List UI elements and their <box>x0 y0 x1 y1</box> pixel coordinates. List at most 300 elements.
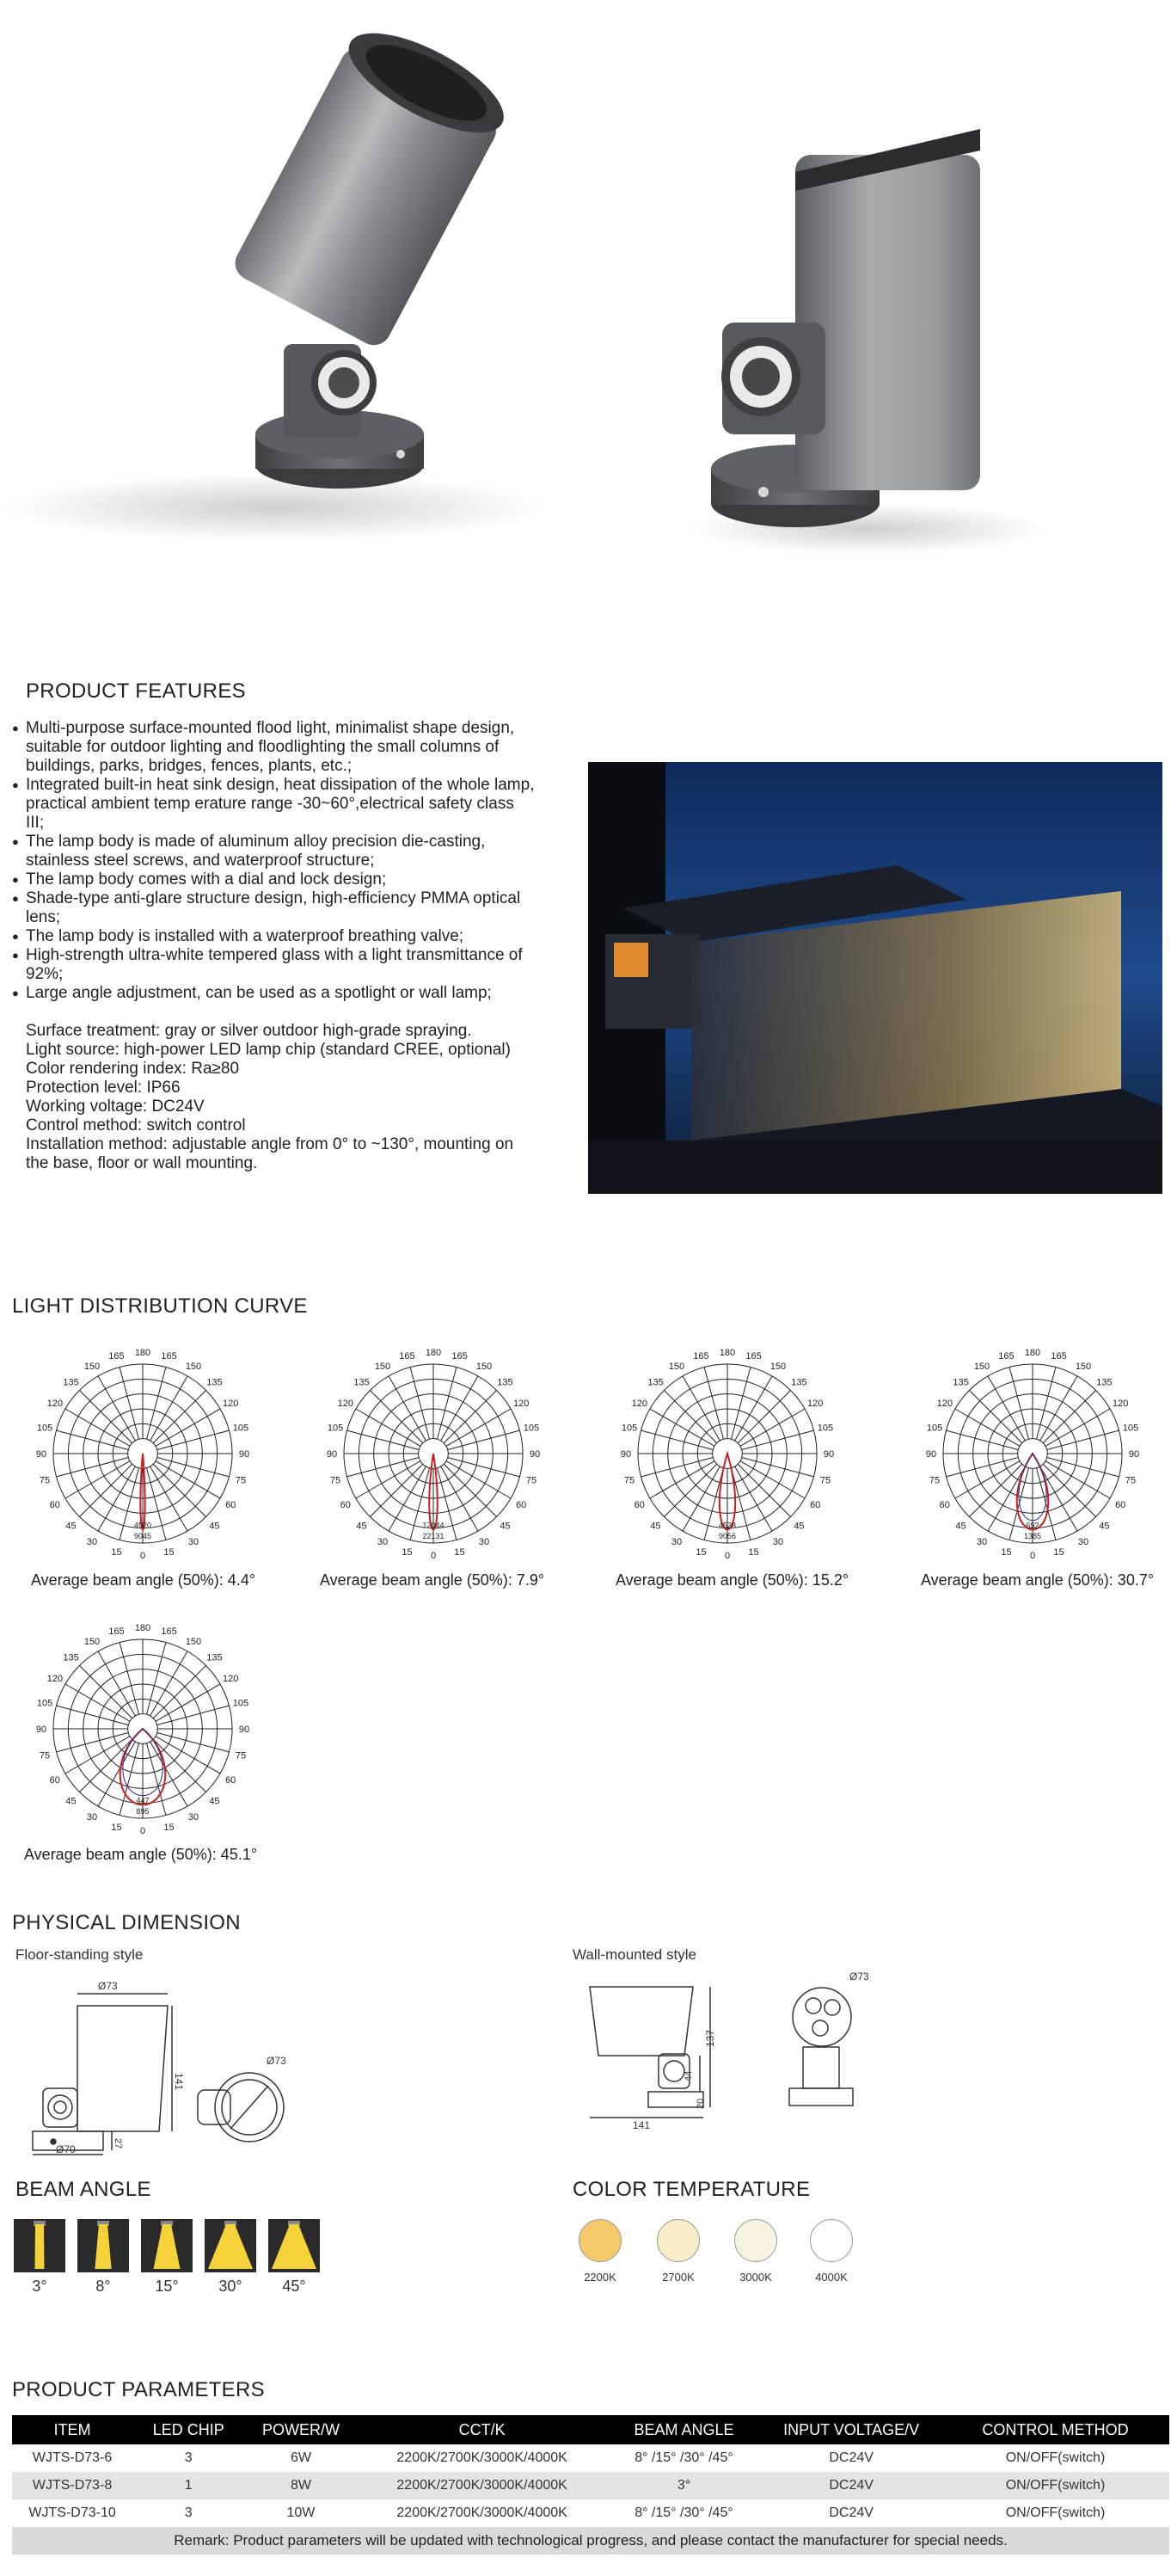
polar-angle-label: 45 <box>650 1521 661 1532</box>
polar-angle-label: 150 <box>1075 1361 1092 1372</box>
polar-angle-label: 45 <box>209 1521 220 1532</box>
polar-angle-label: 120 <box>223 1399 239 1409</box>
polar-value-label: 9045 <box>133 1531 152 1540</box>
polar-angle-label: 30 <box>187 1537 199 1548</box>
polar-angle-label: 15 <box>402 1546 413 1558</box>
polar-spoke <box>738 1464 790 1516</box>
remark-note: Remark: Product parameters will be updated with technological progress, and please contact the manufacturer for special needs. <box>12 2527 1169 2554</box>
parameters-title: PRODUCT PARAMETERS <box>12 2378 265 2401</box>
polar-angle-label: 15 <box>111 1822 122 1833</box>
table-cell: 2200K/2700K/3000K/4000K <box>358 2472 607 2499</box>
beam-angle-row <box>14 2219 340 2314</box>
column-header: CCT/K <box>358 2415 607 2444</box>
polar-spoke <box>664 1390 716 1442</box>
polar-angle-label: 165 <box>693 1351 709 1362</box>
polar-angle-label: 105 <box>621 1423 638 1434</box>
polar-angle-label: 75 <box>235 1475 247 1486</box>
polar-angle-label: 180 <box>425 1348 442 1358</box>
polar-angle-label: 45 <box>65 1796 77 1807</box>
spec-line: Installation method: adjustable angle from 0° to ~130°, mounting on the base, floor or wall mounting. <box>26 1135 514 1172</box>
table-cell: 10W <box>286 2505 316 2520</box>
polar-angle-label: 150 <box>374 1361 391 1372</box>
features-title: PRODUCT FEATURES <box>26 679 246 703</box>
polar-spoke <box>664 1464 716 1516</box>
polar-angle-label: 165 <box>399 1351 415 1362</box>
beam-cone <box>14 2219 65 2272</box>
beam-label: 15° <box>155 2278 179 2295</box>
polar-angle-label: 15 <box>748 1546 759 1558</box>
color-temp-row <box>574 2219 884 2296</box>
polar-angle-label: 45 <box>500 1521 511 1532</box>
polar-angle-label: 90 <box>620 1449 632 1460</box>
polar-spoke <box>947 1430 1019 1449</box>
feature-bullet: ● Integrated built-in heat sink design, heat dissipation of the whole lamp, practical ambient temp erature range -30~60°,electrical safety class III; <box>12 776 536 833</box>
installation-photo <box>588 762 1162 1194</box>
polar-angle-label: 120 <box>807 1399 824 1409</box>
polar-angle-label: 30 <box>187 1812 199 1823</box>
shadow-shape <box>0 473 550 542</box>
polar-spoke <box>444 1464 496 1516</box>
polar-angle-label: 60 <box>516 1500 527 1510</box>
beam-label: 8° <box>95 2278 111 2295</box>
polar-angle-label: 15 <box>163 1822 175 1833</box>
polar-angle-label: 120 <box>631 1399 647 1409</box>
floor-dimension-drawing <box>17 1978 344 2159</box>
feature-bullet: ● The lamp body is installed with a waterproof breathing valve; <box>12 927 536 946</box>
polar-spoke <box>448 1430 520 1449</box>
feature-bullet: ● Shade-type anti-glare structure design, high-efficiency PMMA optical lens; <box>12 889 536 927</box>
beam-caption: Average beam angle (50%): 7.9° <box>320 1571 545 1589</box>
dim-wall-width: 141 <box>633 2119 651 2131</box>
spec-line: Surface treatment: gray or silver outdoor high-grade spraying. <box>26 1022 472 1040</box>
polar-spoke <box>347 1430 420 1449</box>
polar-angle-label: 120 <box>1113 1399 1129 1409</box>
polar-angle-label: 75 <box>39 1475 51 1486</box>
table-cell: 3° <box>607 2472 762 2499</box>
product-hero <box>0 0 1171 619</box>
polar-angle-label: 165 <box>161 1626 177 1638</box>
beam-cone-shape <box>272 2224 316 2269</box>
cct-label: 2200K <box>584 2271 616 2284</box>
features-list <box>12 719 536 1173</box>
beam-cone <box>205 2219 256 2272</box>
beam-label: 30° <box>218 2278 242 2295</box>
table-header-row <box>12 2415 1169 2444</box>
polar-angle-label: 120 <box>936 1399 953 1409</box>
table-cell: ON/OFF(switch) <box>1005 2450 1106 2465</box>
polar-angle-label: 60 <box>49 1500 60 1510</box>
polar-angle-label: 60 <box>939 1500 950 1510</box>
polar-spoke <box>704 1368 723 1440</box>
spec-list <box>12 1022 536 1173</box>
polar-angle-label: 75 <box>1125 1475 1137 1486</box>
feature-bullet: ● Large angle adjustment, can be used as a spotlight or wall lamp; <box>12 984 536 1003</box>
polar-angle-label: 135 <box>206 1652 223 1663</box>
polar-angle-label: 150 <box>769 1361 787 1372</box>
polar-angle-label: 150 <box>83 1361 101 1372</box>
polar-angle-label: 30 <box>478 1537 490 1548</box>
table-cell: WJTS-D73-10 <box>28 2505 116 2520</box>
polar-angle-label: 105 <box>36 1698 53 1709</box>
polar-spoke <box>79 1464 132 1516</box>
beam-swatch <box>205 2219 256 2272</box>
polar-angle-label: 150 <box>185 1361 202 1372</box>
polar-angle-label: 75 <box>329 1475 341 1486</box>
polar-spoke <box>347 1457 420 1476</box>
polar-angle-label: 135 <box>353 1377 370 1388</box>
polar-angle-label: 15 <box>696 1546 707 1558</box>
polar-value-label: 447 <box>136 1796 150 1805</box>
polar-angle-label: 45 <box>356 1521 367 1532</box>
polar-angle-label: 60 <box>49 1775 60 1786</box>
polar-spoke <box>153 1464 205 1516</box>
polar-angle-label: 90 <box>35 1449 47 1460</box>
beam-cone <box>77 2219 129 2272</box>
polar-angle-label: 90 <box>1128 1449 1140 1460</box>
spec-line: Protection level: IP66 <box>26 1079 181 1097</box>
polar-angle-label: 60 <box>225 1500 236 1510</box>
table-cell: DC24V <box>761 2472 941 2499</box>
table-cell: ON/OFF(switch) <box>1005 2505 1106 2520</box>
table-cell: 2200K/2700K/3000K/4000K <box>396 2505 567 2520</box>
polar-angle-label: 30 <box>86 1812 98 1823</box>
feature-bullet: ● High-strength ultra-white tempered glass with a light transmittance of 92%; <box>12 946 536 984</box>
polar-angle-label: 135 <box>647 1377 664 1388</box>
polar-angle-label: 105 <box>36 1423 53 1434</box>
polar-angle-label: 30 <box>671 1537 683 1548</box>
feature-bullet: ● The lamp body comes with a dial and lock design; <box>12 870 536 889</box>
polar-angle-label: 165 <box>108 1626 125 1638</box>
polar-angle-label: 180 <box>134 1623 151 1633</box>
polar-angle-label: 135 <box>953 1377 969 1388</box>
floor-drawing-svg <box>17 1978 344 2159</box>
polar-angle-label: 105 <box>926 1423 943 1434</box>
polar-angle-label: 105 <box>232 1423 249 1434</box>
spec-line: Light source: high-power LED lamp chip (standard CREE, optional) <box>26 1041 511 1059</box>
column-header: BEAM ANGLE <box>607 2415 762 2444</box>
spec-line: Color rendering index: Ra≥80 <box>26 1060 240 1078</box>
cct-swatch <box>734 2219 777 2262</box>
beam-caption: Average beam angle (50%): 45.1° <box>24 1846 258 1863</box>
polar-angle-label: 15 <box>163 1546 175 1558</box>
polar-value-label: 9056 <box>718 1531 737 1540</box>
polar-chart-svg <box>31 1342 254 1565</box>
polar-angle-label: 15 <box>1001 1546 1012 1558</box>
polar-spoke <box>57 1706 129 1725</box>
polar-angle-label: 135 <box>1096 1377 1113 1388</box>
table-cell: 3 <box>184 2505 193 2520</box>
color-temp-title: COLOR TEMPERATURE <box>573 2178 811 2201</box>
polar-value-label: 4520 <box>133 1521 152 1530</box>
polar-spoke <box>157 1457 230 1476</box>
polar-angle-label: 45 <box>209 1796 220 1807</box>
polar-angle-label: 0 <box>139 1826 146 1836</box>
polar-chart <box>31 1617 254 1841</box>
polar-angle-label: 120 <box>337 1399 353 1409</box>
beam-swatch <box>14 2219 65 2272</box>
table-cell: 8° /15° /30° /45° <box>635 2450 733 2465</box>
polar-angle-label: 90 <box>326 1449 338 1460</box>
beam-cone-shape <box>208 2224 253 2269</box>
table-cell: DC24V <box>829 2505 874 2520</box>
spec-line: Working voltage: DC24V <box>26 1097 205 1116</box>
polar-angle-label: 30 <box>86 1537 98 1548</box>
polar-spoke <box>1047 1430 1119 1449</box>
polar-angle-label: 165 <box>1051 1351 1067 1362</box>
polar-chart <box>921 1342 1144 1565</box>
polar-spoke <box>153 1739 205 1792</box>
polar-angle-label: 75 <box>623 1475 635 1486</box>
polar-angle-label: 120 <box>513 1399 530 1409</box>
polar-angle-label: 75 <box>819 1475 831 1486</box>
table-cell: 1 <box>132 2472 244 2499</box>
beam-cone <box>141 2219 193 2272</box>
polar-angle-label: 45 <box>955 1521 966 1532</box>
night-wall-photo <box>588 762 1162 1194</box>
polar-angle-label: 75 <box>525 1475 537 1486</box>
polar-angle-label: 150 <box>475 1361 493 1372</box>
table-cell: DC24V <box>829 2450 874 2465</box>
polar-spoke <box>641 1457 714 1476</box>
table-cell: WJTS-D73-8 <box>12 2472 132 2499</box>
polar-angle-label: 0 <box>724 1551 731 1561</box>
polar-spoke <box>57 1430 129 1449</box>
beam-cone-shape <box>95 2224 111 2269</box>
polar-spoke <box>120 1643 138 1715</box>
dim-floor-top: Ø73 <box>98 1980 118 1992</box>
polar-angle-label: 90 <box>35 1725 47 1735</box>
polar-spoke <box>1047 1457 1119 1476</box>
polar-angle-label: 0 <box>430 1551 437 1561</box>
polar-spoke <box>120 1368 138 1440</box>
cct-swatch <box>579 2219 622 2262</box>
polar-spoke <box>444 1390 496 1442</box>
polar-angle-label: 90 <box>529 1449 541 1460</box>
polar-value-label: 692 <box>1026 1521 1039 1530</box>
column-header: INPUT VOLTAGE/V <box>761 2415 941 2444</box>
polar-angle-label: 60 <box>225 1775 236 1786</box>
beam-label: 45° <box>282 2278 306 2295</box>
polar-angle-label: 90 <box>238 1449 250 1460</box>
polar-spoke <box>969 1390 1021 1442</box>
polar-spoke <box>1043 1464 1095 1516</box>
polar-angle-label: 120 <box>223 1674 239 1684</box>
cct-label: 4000K <box>815 2271 848 2284</box>
polar-angle-label: 180 <box>134 1348 151 1358</box>
polar-angle-label: 0 <box>139 1551 146 1561</box>
polar-spoke <box>448 1457 520 1476</box>
dim-wall-mid: 44 <box>684 2070 694 2081</box>
spec-line: Control method: switch control <box>26 1116 246 1134</box>
polar-spoke <box>153 1665 205 1718</box>
polar-angle-label: 120 <box>46 1674 63 1684</box>
polar-angle-label: 105 <box>817 1423 834 1434</box>
cct-swatch <box>810 2219 853 2262</box>
polar-value-label: 4528 <box>718 1521 737 1530</box>
polar-angle-label: 15 <box>111 1546 122 1558</box>
dim-floor-head: Ø73 <box>267 2055 286 2067</box>
feature-bullet: ● Multi-purpose surface-mounted flood light, minimalist shape design, suitable for outdoor lighting and floodlighting the small columns of buildings, parks, bridges, fences, plants, etc.; <box>12 719 536 776</box>
polar-angle-label: 165 <box>745 1351 762 1362</box>
beam-swatch <box>141 2219 193 2272</box>
polar-spoke <box>1036 1368 1055 1440</box>
parameters-table-wrap <box>12 2415 1169 2554</box>
dim-wall-low: 20 <box>696 2098 706 2109</box>
polar-angle-label: 60 <box>810 1500 821 1510</box>
polar-angle-label: 60 <box>340 1500 351 1510</box>
polar-spoke <box>437 1368 456 1440</box>
polar-angle-label: 15 <box>1053 1546 1064 1558</box>
polar-value-label: 12044 <box>422 1521 444 1530</box>
polar-chart-svg <box>616 1342 839 1565</box>
polar-angle-label: 45 <box>65 1521 77 1532</box>
polar-angle-label: 75 <box>929 1475 941 1486</box>
polar-angle-label: 180 <box>719 1348 736 1358</box>
polar-angle-label: 165 <box>108 1351 125 1362</box>
polar-chart <box>31 1342 254 1565</box>
polar-spoke <box>1009 1368 1028 1440</box>
polar-chart-svg <box>921 1342 1144 1565</box>
beam-caption: Average beam angle (50%): 15.2° <box>616 1571 849 1589</box>
dim-wall-height: 137 <box>704 2029 716 2047</box>
polar-angle-label: 150 <box>973 1361 990 1372</box>
polar-angle-label: 90 <box>823 1449 835 1460</box>
polar-spoke <box>157 1430 230 1449</box>
polar-spoke <box>731 1368 750 1440</box>
polar-angle-label: 120 <box>46 1399 63 1409</box>
polar-spoke <box>146 1368 165 1440</box>
column-header: CONTROL METHOD <box>941 2415 1169 2444</box>
table-cell: 2200K/2700K/3000K/4000K <box>396 2450 567 2465</box>
polar-spoke <box>947 1457 1019 1476</box>
polar-angle-label: 165 <box>451 1351 468 1362</box>
polar-angle-label: 45 <box>794 1521 805 1532</box>
column-header: LED CHIP <box>132 2415 244 2444</box>
polar-spoke <box>57 1457 129 1476</box>
beam-cone-shape <box>35 2224 45 2269</box>
light-distribution-title: LIGHT DISTRIBUTION CURVE <box>12 1294 308 1318</box>
cct-label: 3000K <box>739 2271 772 2284</box>
polar-angle-label: 105 <box>1122 1423 1139 1434</box>
polar-spoke <box>1043 1390 1095 1442</box>
polar-spoke <box>157 1706 230 1725</box>
polar-angle-label: 135 <box>206 1377 223 1388</box>
beam-label: 3° <box>32 2278 47 2295</box>
polar-spoke <box>738 1390 790 1442</box>
feature-bullet: ● The lamp body is made of aluminum alloy precision die-casting, stainless steel screws, and waterproof structure; <box>12 833 536 870</box>
polar-spoke <box>146 1643 165 1715</box>
polar-spoke <box>410 1368 429 1440</box>
polar-angle-label: 15 <box>454 1546 465 1558</box>
polar-value-label: 22131 <box>422 1531 444 1540</box>
wall-dimension-drawing <box>573 1952 899 2133</box>
product-render-illustration <box>0 0 1171 619</box>
beam-cone <box>268 2219 320 2272</box>
dim-floor-base-h: 27 <box>113 2138 123 2149</box>
polar-chart <box>616 1342 839 1565</box>
polar-angle-label: 30 <box>976 1537 988 1548</box>
polar-spoke <box>79 1739 132 1792</box>
table-cell: ON/OFF(switch) <box>941 2472 1169 2499</box>
beam-swatch <box>77 2219 129 2272</box>
parameters-table <box>12 2415 1169 2527</box>
polar-spoke <box>157 1732 230 1751</box>
polar-spoke <box>969 1464 1021 1516</box>
polar-angle-label: 180 <box>1024 1348 1041 1358</box>
left-lamp-body <box>230 14 518 351</box>
polar-chart-svg <box>31 1617 254 1841</box>
dim-floor-height: 141 <box>173 2073 185 2091</box>
polar-spoke <box>742 1430 814 1449</box>
polar-spoke <box>57 1732 129 1751</box>
polar-spoke <box>641 1430 714 1449</box>
polar-angle-label: 60 <box>1115 1500 1126 1510</box>
wall-drawing-svg <box>573 1952 899 2133</box>
polar-angle-label: 150 <box>185 1636 202 1647</box>
beam-caption: Average beam angle (50%): 30.7° <box>921 1571 1155 1589</box>
polar-spoke <box>79 1390 132 1442</box>
polar-angle-label: 105 <box>523 1423 540 1434</box>
beam-cone-shape <box>153 2224 180 2269</box>
dimension-title: PHYSICAL DIMENSION <box>12 1911 241 1934</box>
table-cell: 3 <box>184 2450 193 2465</box>
table-cell: 8° /15° /30° /45° <box>635 2505 733 2520</box>
polar-angle-label: 105 <box>232 1698 249 1709</box>
polar-angle-label: 165 <box>998 1351 1015 1362</box>
beam-swatch <box>268 2219 320 2272</box>
cct-label: 2700K <box>662 2271 695 2284</box>
beam-caption: Average beam angle (50%): 4.4° <box>31 1571 256 1589</box>
polar-angle-label: 60 <box>634 1500 645 1510</box>
polar-angle-label: 75 <box>39 1750 51 1761</box>
dim-wall-head: Ø73 <box>849 1970 869 1983</box>
polar-spoke <box>79 1665 132 1718</box>
polar-angle-label: 165 <box>161 1351 177 1362</box>
polar-angle-label: 135 <box>791 1377 807 1388</box>
polar-angle-label: 105 <box>327 1423 344 1434</box>
floor-style-label: Floor-standing style <box>15 1946 144 1963</box>
polar-angle-label: 0 <box>1029 1551 1036 1561</box>
polar-spoke <box>742 1457 814 1476</box>
table-row <box>12 2499 1169 2527</box>
polar-angle-label: 90 <box>238 1725 250 1735</box>
polar-angle-label: 30 <box>1077 1537 1089 1548</box>
cct-swatch <box>657 2219 700 2262</box>
polar-angle-label: 135 <box>63 1377 79 1388</box>
wall-style-label: Wall-mounted style <box>573 1946 696 1963</box>
table-row <box>12 2444 1169 2472</box>
polar-angle-label: 30 <box>772 1537 784 1548</box>
polar-value-label: 1385 <box>1023 1531 1042 1540</box>
polar-spoke <box>370 1464 422 1516</box>
beam-angle-title: BEAM ANGLE <box>15 2178 151 2201</box>
polar-angle-label: 150 <box>83 1636 101 1647</box>
polar-angle-label: 135 <box>497 1377 513 1388</box>
table-cell: 6W <box>290 2450 311 2465</box>
table-cell: 8W <box>244 2472 357 2499</box>
polar-angle-label: 90 <box>925 1449 937 1460</box>
dim-floor-base-w: Ø70 <box>56 2143 76 2155</box>
polar-chart-svg <box>322 1342 545 1565</box>
polar-angle-label: 45 <box>1099 1521 1110 1532</box>
table-cell: WJTS-D73-6 <box>32 2450 113 2465</box>
polar-angle-label: 135 <box>63 1652 79 1663</box>
polar-value-label: 895 <box>136 1806 150 1816</box>
polar-angle-label: 30 <box>377 1537 389 1548</box>
column-header: POWER/W <box>244 2415 357 2444</box>
polar-angle-label: 150 <box>668 1361 685 1372</box>
polar-angle-label: 75 <box>235 1750 247 1761</box>
